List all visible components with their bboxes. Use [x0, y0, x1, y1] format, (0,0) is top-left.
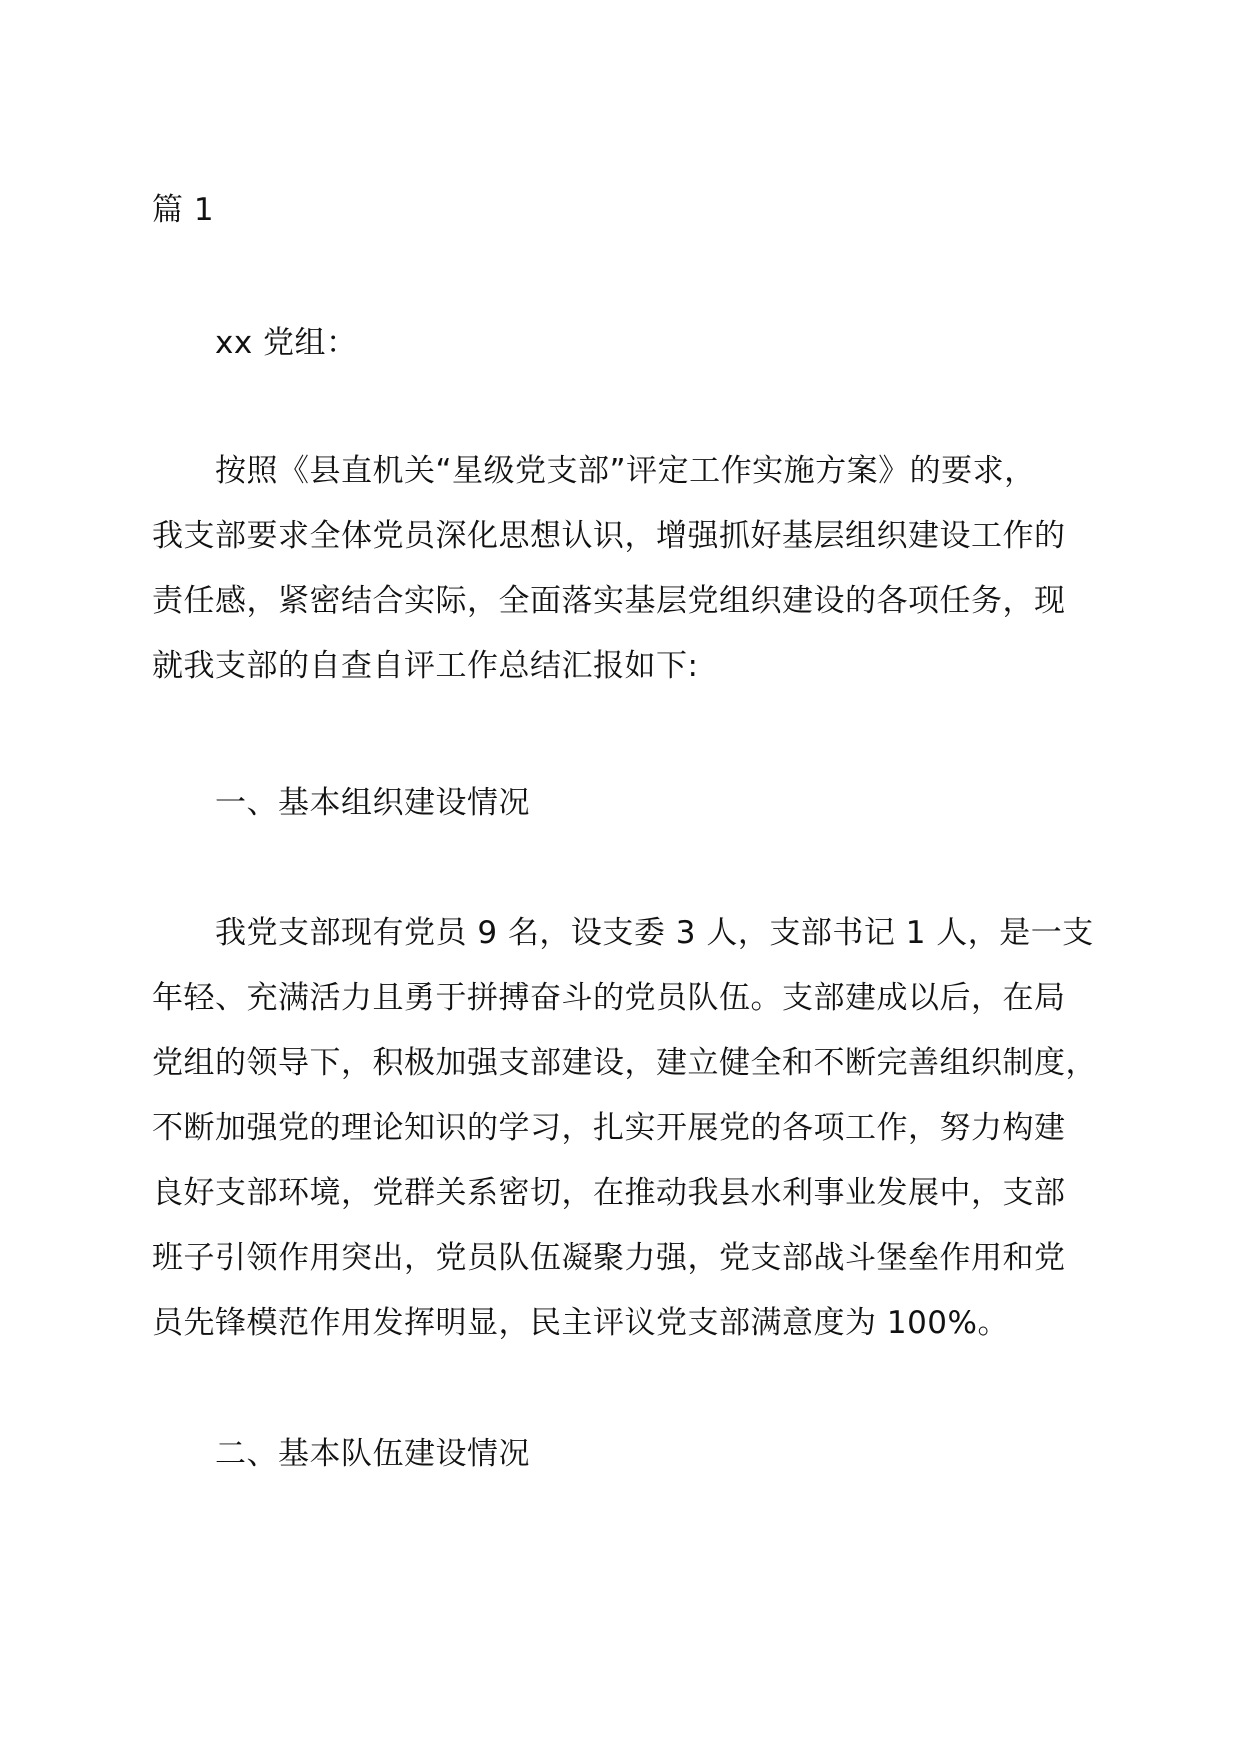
- paragraph-implementation-summary: [152, 439, 1082, 699]
- paragraph-organization-details: [152, 901, 1097, 1356]
- document-title: 篇 1: [152, 192, 215, 228]
- paragraph-line: 我党支部现有党员 9 名，设支委 3 人，支部书记 1 人，是一支: [215, 915, 1094, 951]
- section-heading-team-building: 二、基本队伍建设情况: [215, 1436, 530, 1472]
- paragraph-line: 就我支部的自查自评工作总结汇报如下:: [152, 648, 699, 684]
- paragraph-line: 员先锋模范作用发挥明显，民主评议党支部满意度为 100%。: [152, 1305, 1009, 1341]
- paragraph-line: 按照《县直机关“星级党支部”评定工作实施方案》的要求，: [215, 453, 1036, 489]
- paragraph-line: 责任感，紧密结合实际，全面落实基层党组织建设的各项任务，现: [152, 583, 1066, 619]
- paragraph-line: 年轻、充满活力且勇于拼搏奋斗的党员队伍。支部建成以后，在局: [152, 980, 1066, 1016]
- paragraph-line: 良好支部环境，党群关系密切，在推动我县水利事业发展中，支部: [152, 1175, 1066, 1211]
- paragraph-line: 班子引领作用突出，党员队伍凝聚力强，党支部战斗堡垒作用和党: [152, 1240, 1066, 1276]
- paragraph-line: 党组的领导下，积极加强支部建设，建立健全和不断完善组织制度，: [152, 1045, 1097, 1081]
- paragraph-line: 我支部要求全体党员深化思想认识，增强抓好基层组织建设工作的: [152, 518, 1066, 554]
- section-heading-basic-organization: 一、基本组织建设情况: [215, 785, 530, 821]
- salutation: xx 党组：: [215, 325, 358, 361]
- paragraph-line: 不断加强党的理论知识的学习，扎实开展党的各项工作，努力构建: [152, 1110, 1066, 1146]
